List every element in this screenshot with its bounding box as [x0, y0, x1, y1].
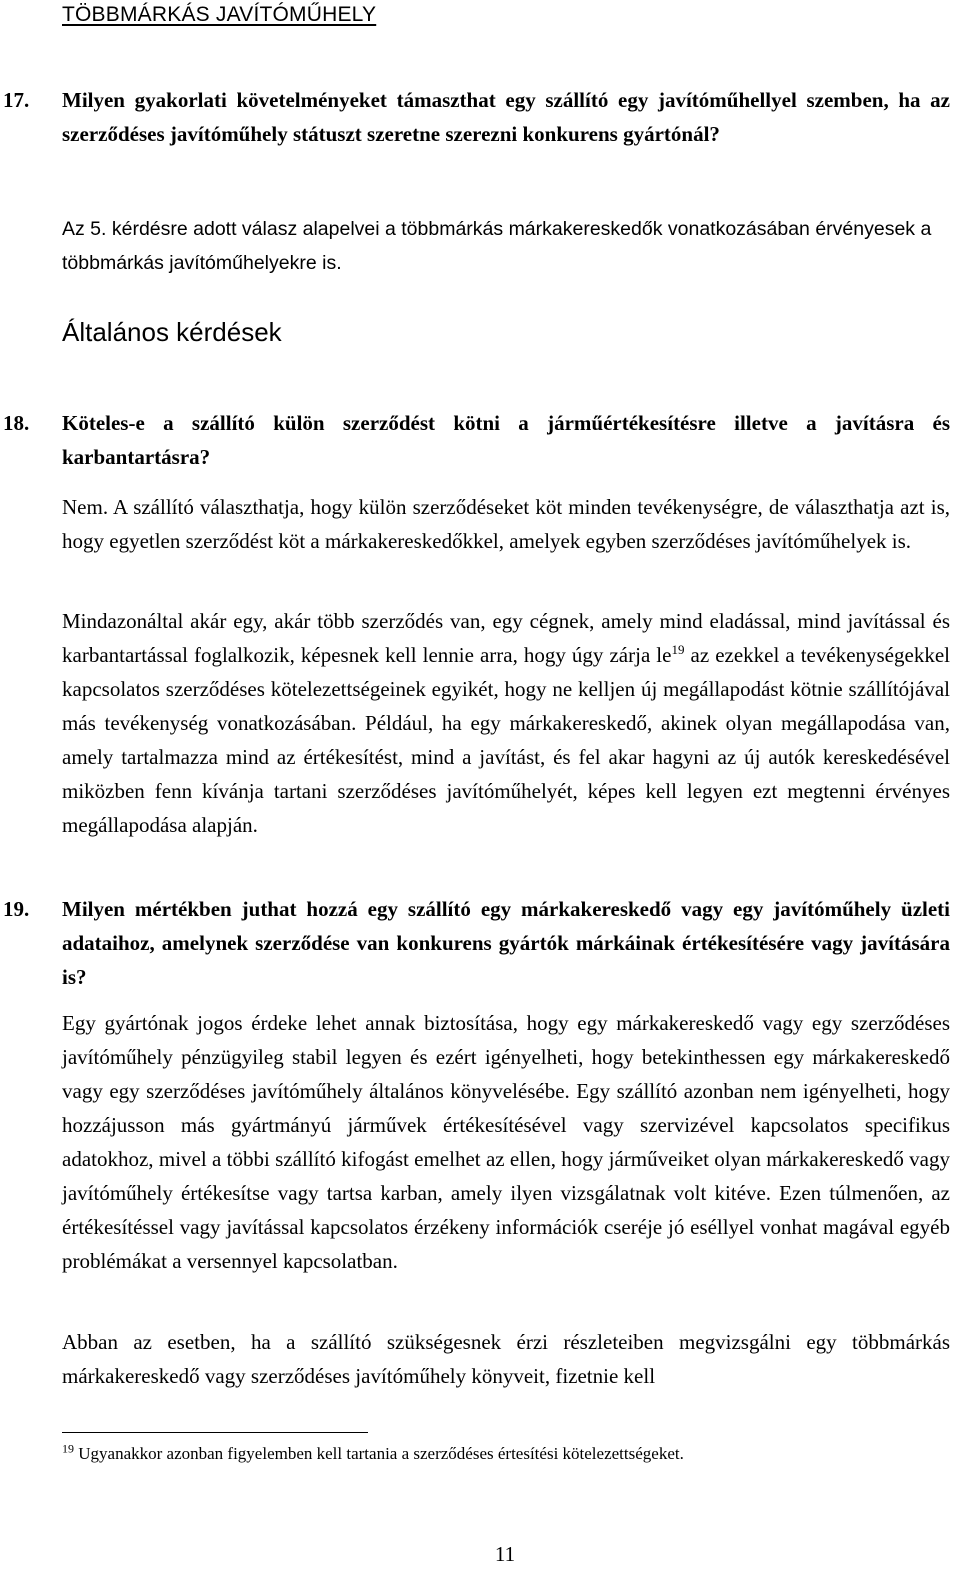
footnote-reference: 19	[671, 642, 685, 657]
question-18-text: Köteles-e a szállító külön szerződést kötni a járműértékesítésre illetve a javításra és karbantartásra?	[62, 411, 950, 469]
question-17-text: Milyen gyakorlati követelményeket támaszthat egy szállító egy javítóműhellyel szemben, ha az szerződéses javítóműhely státuszt szeretne szerezni konkurens gyártónál?	[62, 88, 950, 146]
footnote-number: 19	[62, 1441, 74, 1456]
question-17-number: 17.	[3, 88, 30, 112]
question-19-number: 19.	[3, 897, 30, 921]
section-header: TÖBBMÁRKÁS JAVÍTÓMŰHELY	[62, 3, 377, 26]
general-questions-heading: Általános kérdések	[62, 317, 282, 347]
page-number: 11	[494, 1542, 516, 1566]
footnote-text: Ugyanakkor azonban figyelemben kell tartania a szerződéses értesítési kötelezettségeket.	[74, 1444, 684, 1463]
footnote-divider	[62, 1432, 368, 1433]
answer-2-text-start: Mindazonáltal akár egy, akár több szerződés van, egy cégnek, amely mind eladással, mind javítással és karbantartással foglalkozik, képesnek kell lennie arra, hogy úgy zárja le	[62, 609, 950, 667]
footnote	[62, 1442, 950, 1466]
question-19-text: Milyen mértékben juthat hozzá egy szállító egy márkakereskedő vagy egy javítóműhely üzleti adataihoz, amelynek szerződése van konkurens gyártók márkáinak értékesítésére vagy javítására is?	[62, 897, 950, 989]
question-19-answer-1: Egy gyártónak jogos érdeke lehet annak biztosítása, hogy egy márkakereskedő vagy egy szerződéses javítóműhely pénzügyileg stabil legyen és ezért igényelheti, hogy betekinthessen egy márkakereskedő vagy egy szerződéses javítóműhely általános könyvelésébe. Egy szállító azonban nem igényelheti, hogy hozzájusson más gyártmányú járművek értékesítésével vagy szervizével kapcsolatos specifikus adatokhoz, mivel a többi szállító kifogást emelhet az ellen, hogy járműveiket olyan márkakereskedő vagy javítóműhely értékesítse vagy tartsa karban, amely ilyen vizsgálatnak volt kitéve. Ezen túlmenően, az értékesítéssel vagy javítással kapcsolatos érzékeny információk cseréje jó eséllyel vonhat magával egyéb problémákat a versennyel kapcsolatban.	[62, 1011, 950, 1273]
question-18-answer-1: Nem. A szállító választhatja, hogy külön szerződéseket köt minden tevékenységre, de választhatja azt is, hogy egyetlen szerződést köt a márkakereskedőkkel, amelyek egyben szerződéses javítóműhelyek is.	[62, 495, 950, 553]
question-18-number: 18.	[3, 411, 30, 435]
question-17-answer: Az 5. kérdésre adott válasz alapelvei a többmárkás márkakereskedők vonatkozásában érvényesek a többmárkás javítóműhelyekre is.	[62, 218, 932, 274]
question-18-answer-2	[62, 604, 950, 842]
answer-2-text-end: az ezekkel a tevékenységekkel kapcsolatos szerződéses kötelezettségeinek egyikét, hogy ne kelljen új megállapodást kötnie szállítójával más tevékenység vonatkozásában. Például, ha egy márkakereskedő, akinek olyan megállapodása van, amely tartalmazza mind az értékesítést, mind a javítást, és fel akar hagyni az új autók kereskedésével miközben fenn kívánja tartani szerződéses javítóműhelyét, képes kell legyen ezt megtenni érvényes megállapodása alapján.	[62, 643, 950, 837]
question-19-answer-2: Abban az esetben, ha a szállító szükségesnek érzi részleteiben megvizsgálni egy többmárkás márkakereskedő vagy szerződéses javítóműhely könyveit, fizetnie kell	[62, 1330, 950, 1388]
